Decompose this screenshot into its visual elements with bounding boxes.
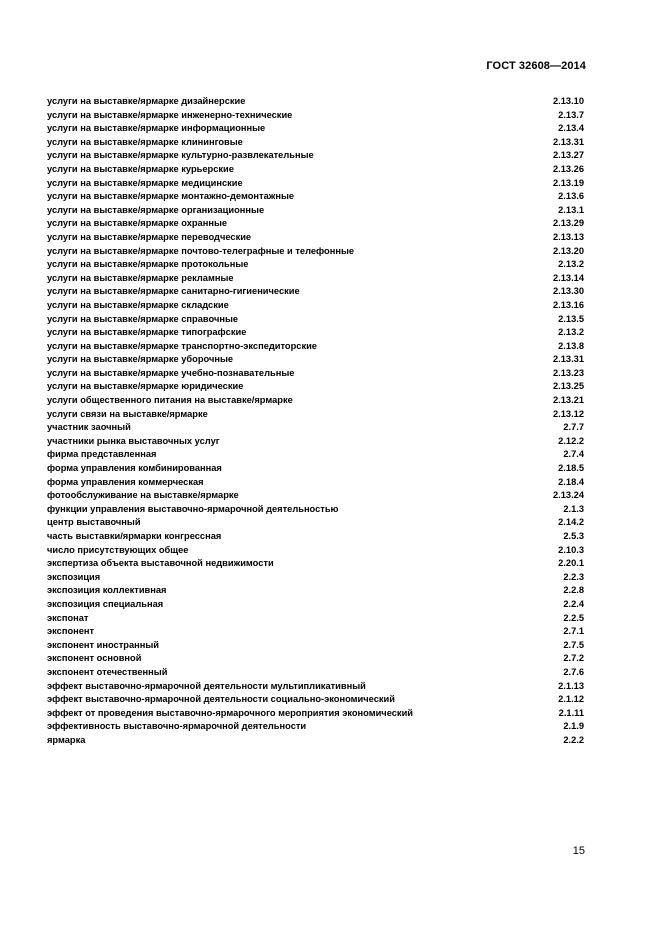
index-entry bbox=[47, 245, 584, 259]
index-reference: 2.20.1 bbox=[558, 558, 584, 569]
index-reference: 2.13.26 bbox=[552, 163, 584, 174]
index-entry bbox=[47, 707, 584, 721]
index-entry bbox=[47, 258, 584, 272]
index-entry bbox=[47, 544, 584, 558]
index-term: услуги на выставке/ярмарке переводческие bbox=[47, 231, 252, 242]
index-term: участник заочный bbox=[47, 422, 131, 433]
index-reference: 2.1.9 bbox=[563, 721, 584, 732]
index-term: услуги на выставке/ярмарке учебно-познавательные bbox=[47, 367, 295, 378]
index-reference: 2.13.29 bbox=[552, 218, 584, 229]
index-reference: 2.1.3 bbox=[563, 503, 584, 514]
index-term: экспозиция специальная bbox=[47, 598, 164, 609]
document-header: ГОСТ 32608—2014 bbox=[486, 60, 586, 72]
index-entry bbox=[47, 584, 584, 598]
index-term: участники рынка выставочных услуг bbox=[47, 435, 220, 446]
index-entry bbox=[47, 557, 584, 571]
index-entry bbox=[47, 149, 584, 163]
index-reference: 2.7.6 bbox=[563, 666, 584, 677]
index-entry bbox=[47, 231, 584, 245]
index-reference: 2.18.5 bbox=[558, 463, 584, 474]
index-term: услуги на выставке/ярмарке почтово-телеграфные и телефонные bbox=[47, 245, 355, 256]
index-term: фирма представленная bbox=[47, 449, 157, 460]
index-term: услуги на выставке/ярмарке инженерно-технические bbox=[47, 109, 293, 120]
index-reference: 2.13.4 bbox=[558, 123, 584, 134]
index-reference: 2.13.1 bbox=[558, 204, 584, 215]
index-entry bbox=[47, 571, 584, 585]
index-reference: 2.13.12 bbox=[552, 408, 584, 419]
index-term: услуги общественного питания на выставке/ярмарке bbox=[47, 395, 293, 406]
page-number: 15 bbox=[572, 845, 585, 857]
index-entry bbox=[47, 204, 584, 218]
index-reference: 2.13.10 bbox=[552, 96, 584, 106]
index-entry bbox=[47, 435, 584, 449]
index-entry bbox=[47, 598, 584, 612]
index-term: эффективность выставочно-ярмарочной деятельности bbox=[47, 721, 307, 732]
index-entry bbox=[47, 163, 584, 177]
index-entry bbox=[47, 693, 584, 707]
index-reference: 2.13.24 bbox=[552, 490, 584, 501]
index-term: услуги на выставке/ярмарке культурно-развлекательные bbox=[47, 150, 314, 161]
index-entry bbox=[47, 190, 584, 204]
index-reference: 2.2.4 bbox=[563, 598, 584, 609]
index-entry bbox=[47, 380, 584, 394]
index-entry bbox=[47, 503, 584, 517]
index-entry bbox=[47, 639, 584, 653]
index-term: функции управления выставочно-ярмарочной деятельностью bbox=[47, 503, 339, 514]
index-entry bbox=[47, 720, 584, 734]
index-term: услуги на выставке/ярмарке уборочные bbox=[47, 354, 234, 365]
index-reference: 2.7.7 bbox=[563, 422, 584, 433]
index-reference: 2.13.8 bbox=[558, 340, 584, 351]
index-reference: 2.18.4 bbox=[558, 476, 584, 487]
index-reference: 2.13.6 bbox=[558, 191, 584, 202]
index-reference: 2.13.30 bbox=[552, 286, 584, 297]
index-term: услуги на выставке/ярмарке медицинские bbox=[47, 177, 243, 188]
index-entry bbox=[47, 340, 584, 354]
index-entry bbox=[47, 394, 584, 408]
index-reference: 2.13.2 bbox=[558, 327, 584, 338]
index-term: эффект от проведения выставочно-ярмарочного мероприятия экономический bbox=[47, 707, 414, 718]
index-term: экспонент отечественный bbox=[47, 666, 168, 677]
index-entry bbox=[47, 272, 584, 286]
index-term: услуги на выставке/ярмарке транспортно-экспедиторские bbox=[47, 340, 317, 351]
index-reference: 2.1.12 bbox=[558, 694, 584, 705]
index-reference: 2.13.13 bbox=[552, 231, 584, 242]
index-term: услуги на выставке/ярмарке юридические bbox=[47, 381, 244, 392]
index-entry bbox=[47, 462, 584, 476]
index-entry bbox=[47, 285, 584, 299]
index-entry bbox=[47, 313, 584, 327]
index-entry bbox=[47, 734, 584, 748]
index-reference: 2.13.25 bbox=[552, 381, 584, 392]
index-entry bbox=[47, 109, 584, 123]
index-entry bbox=[47, 530, 584, 544]
index-term: услуги на выставке/ярмарке протокольные bbox=[47, 259, 249, 270]
index-entry bbox=[47, 177, 584, 191]
index-reference: 2.5.3 bbox=[563, 531, 584, 541]
index-term: услуги на выставке/ярмарке информационные bbox=[47, 123, 266, 134]
index-term: экспонат bbox=[47, 612, 89, 623]
index-term: услуги на выставке/ярмарке организационные bbox=[47, 204, 265, 215]
index-reference: 2.13.19 bbox=[552, 177, 584, 188]
index-term: экспонент иностранный bbox=[47, 639, 160, 650]
index-term: услуги на выставке/ярмарке курьерские bbox=[47, 163, 234, 174]
index-entry bbox=[47, 408, 584, 422]
index-entry bbox=[47, 625, 584, 639]
index-term: часть выставки/ярмарки конгрессная bbox=[47, 531, 222, 541]
index-reference: 2.13.27 bbox=[552, 150, 584, 161]
index-term: услуги связи на выставке/ярмарке bbox=[47, 408, 208, 419]
index-entry bbox=[47, 476, 584, 490]
index-reference: 2.1.13 bbox=[558, 680, 584, 691]
index-entry bbox=[47, 217, 584, 231]
index-reference: 2.7.1 bbox=[563, 626, 584, 637]
index-reference: 2.14.2 bbox=[558, 517, 584, 528]
index-entry bbox=[47, 516, 584, 530]
index-reference: 2.7.5 bbox=[563, 639, 584, 650]
index-reference: 2.13.31 bbox=[552, 354, 584, 365]
index-reference: 2.13.5 bbox=[558, 313, 584, 324]
index-entry bbox=[47, 666, 584, 680]
index-reference: 2.2.2 bbox=[563, 734, 584, 745]
index-entry bbox=[47, 680, 584, 694]
index-term: услуги на выставке/ярмарке дизайнерские bbox=[47, 96, 246, 106]
index-entry bbox=[47, 122, 584, 136]
index-term: экспозиция bbox=[47, 571, 101, 582]
index-term: экспозиция коллективная bbox=[47, 585, 167, 596]
index-term: услуги на выставке/ярмарке типографские bbox=[47, 327, 247, 338]
alphabetical-index bbox=[47, 95, 584, 748]
index-reference: 2.13.2 bbox=[558, 259, 584, 270]
index-reference: 2.13.21 bbox=[552, 395, 584, 406]
index-entry bbox=[47, 367, 584, 381]
index-reference: 2.13.7 bbox=[558, 109, 584, 120]
index-term: услуги на выставке/ярмарке охранные bbox=[47, 218, 228, 229]
index-term: услуги на выставке/ярмарке складские bbox=[47, 299, 229, 310]
index-reference: 2.2.8 bbox=[563, 585, 584, 596]
index-reference: 2.2.3 bbox=[563, 571, 584, 582]
index-reference: 2.12.2 bbox=[558, 435, 584, 446]
index-reference: 2.2.5 bbox=[563, 612, 584, 623]
index-entry bbox=[47, 612, 584, 626]
index-term: экспонент bbox=[47, 626, 95, 637]
index-reference: 2.13.20 bbox=[552, 245, 584, 256]
index-entry bbox=[47, 326, 584, 340]
index-reference: 2.1.11 bbox=[558, 707, 584, 718]
index-entry bbox=[47, 448, 584, 462]
index-term: услуги на выставке/ярмарке справочные bbox=[47, 313, 239, 324]
index-term: услуги на выставке/ярмарке монтажно-демонтажные bbox=[47, 191, 295, 202]
index-reference: 2.10.3 bbox=[558, 544, 584, 555]
index-reference: 2.7.4 bbox=[563, 449, 584, 460]
index-term: эффект выставочно-ярмарочной деятельности социально-экономический bbox=[47, 694, 395, 705]
index-term: экспертиза объекта выставочной недвижимости bbox=[47, 558, 274, 569]
index-reference: 2.13.31 bbox=[552, 136, 584, 147]
index-term: форма управления коммерческая bbox=[47, 476, 204, 487]
index-entry bbox=[47, 136, 584, 150]
index-term: ярмарка bbox=[47, 734, 86, 745]
index-reference: 2.7.2 bbox=[563, 653, 584, 664]
index-entry bbox=[47, 421, 584, 435]
index-reference: 2.13.14 bbox=[552, 272, 584, 283]
index-term: число присутствующих общее bbox=[47, 544, 189, 555]
index-term: услуги на выставке/ярмарке санитарно-гигиенические bbox=[47, 286, 300, 297]
index-term: услуги на выставке/ярмарке клининговые bbox=[47, 136, 243, 147]
index-term: центр выставочный bbox=[47, 517, 141, 528]
index-term: фотообслуживание на выставке/ярмарке bbox=[47, 490, 239, 501]
index-term: услуги на выставке/ярмарке рекламные bbox=[47, 272, 234, 283]
index-term: экспонент основной bbox=[47, 653, 142, 664]
index-term: эффект выставочно-ярмарочной деятельности мультипликативный bbox=[47, 680, 366, 691]
index-entry bbox=[47, 652, 584, 666]
index-entry bbox=[47, 489, 584, 503]
index-entry bbox=[47, 353, 584, 367]
index-entry bbox=[47, 95, 584, 109]
index-term: форма управления комбинированная bbox=[47, 463, 222, 474]
index-entry bbox=[47, 299, 584, 313]
index-reference: 2.13.16 bbox=[552, 299, 584, 310]
index-reference: 2.13.23 bbox=[552, 367, 584, 378]
